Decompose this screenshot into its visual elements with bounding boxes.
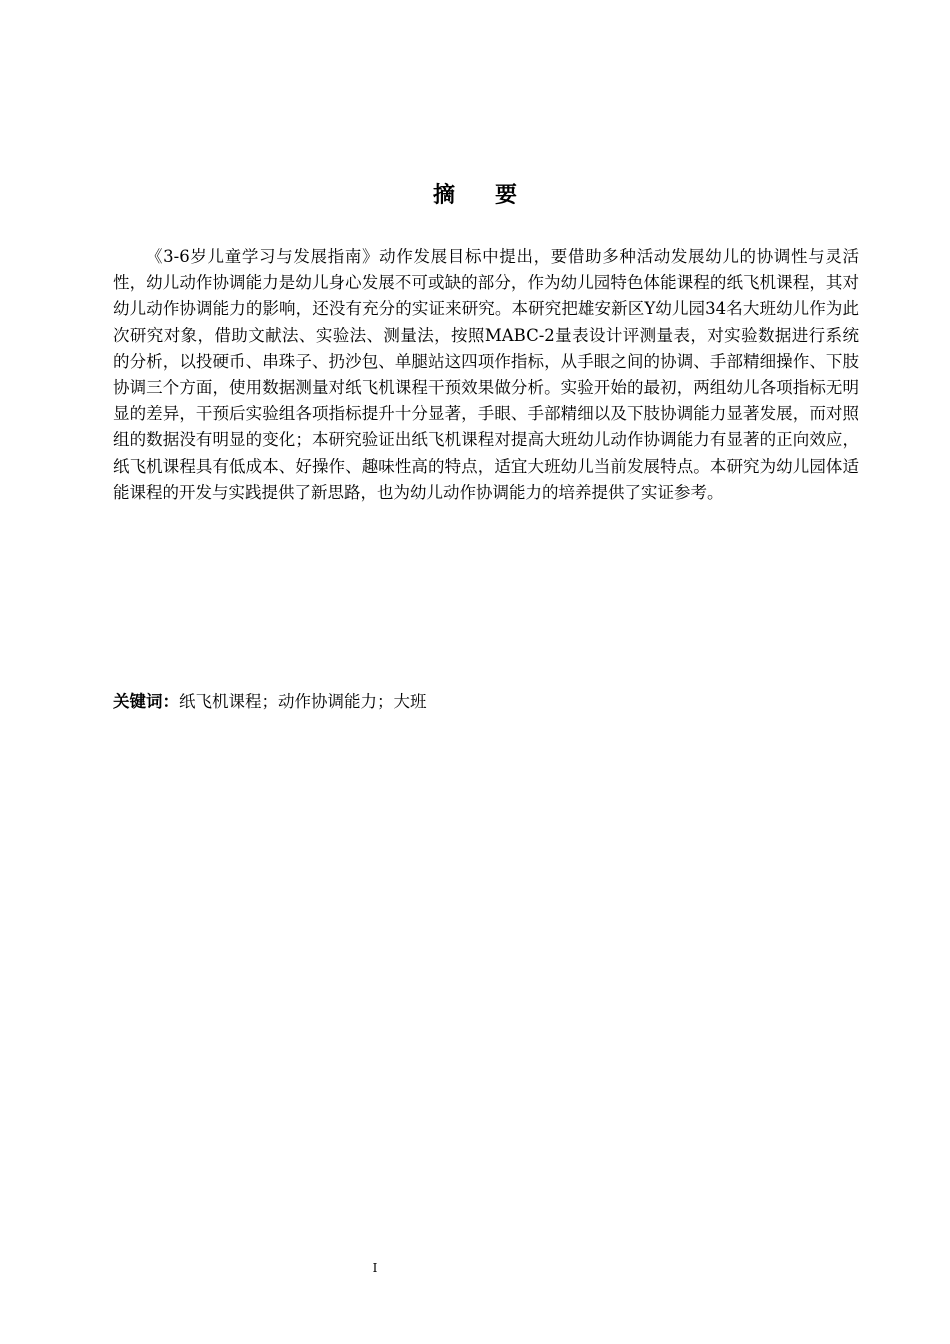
keywords-value: 纸飞机课程；动作协调能力；大班 (179, 692, 427, 711)
keywords-line (113, 689, 859, 715)
page-number: I (372, 1261, 378, 1275)
abstract-body: 《3-6岁儿童学习与发展指南》动作发展目标中提出，要借助多种活动发展幼儿的协调性与灵活性，幼儿动作协调能力是幼儿身心发展不可或缺的部分，作为幼儿园特色体能课程的纸飞机课程，其对幼儿动作协调能力的影响，还没有充分的实证来研究。本研究把雄安新区Y幼儿园34名大班幼儿作为此次研究对象，借助文献法、实验法、测量法，按照MABC-2量表设计评测量表，对实验数据进行系统的分析，以投硬币、串珠子、扔沙包、单腿站这四项作指标，从手眼之间的协调、手部精细操作、下肢协调三个方面，使用数据测量对纸飞机课程干预效果做分析。实验开始的最初，两组幼儿各项指标无明显的差异，干预后实验组各项指标提升十分显著，手眼、手部精细以及下肢协调能力显著发展，而对照组的数据没有明显的变化；本研究验证出纸飞机课程对提高大班幼儿动作协调能力有显著的正向效应，纸飞机课程具有低成本、好操作、趣味性高的特点，适宜大班幼儿当前发展特点。本研究为幼儿园体适能课程的开发与实践提供了新思路，也为幼儿动作协调能力的培养提供了实证参考。 (113, 247, 859, 502)
abstract-title-char-2: 要 (495, 183, 518, 208)
keywords-label: 关键词： (113, 692, 179, 711)
abstract-title (0, 178, 950, 209)
abstract-title-char-1: 摘 (432, 183, 455, 208)
